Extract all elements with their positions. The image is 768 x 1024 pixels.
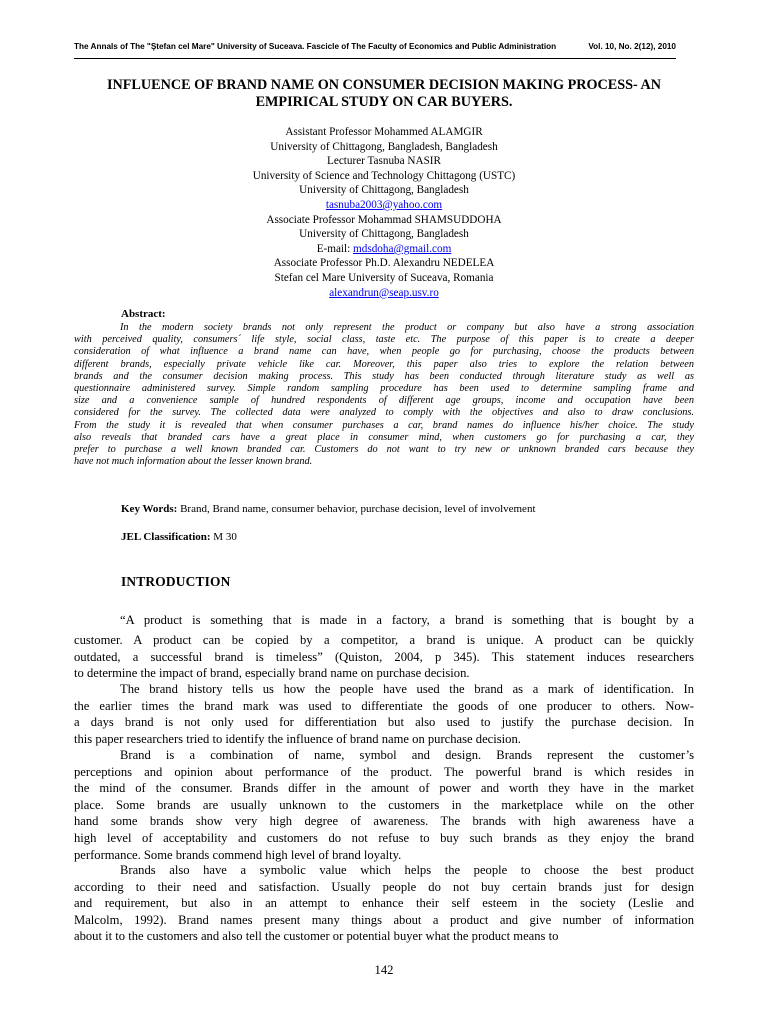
abstract-text [74,322,694,468]
page-number: 142 [374,963,394,977]
paragraph-line: hand some brands show very high degree of awareness. The brands with high awareness have a [74,814,694,829]
paragraph-line: a days brand is not only used for differentiation but also used to justify the purchase decision. In [74,715,694,730]
abstract-line: size and a convenience sample of hundred respondents of different age groups, income and occupation have been [74,395,694,407]
paragraph-line: and requirement, but also in an attempt to enhance their self esteem in the society (Leslie and [74,896,694,911]
jel-classification [121,531,691,543]
paragraph-line: perceptions and opinion about performance of the product. The powerful brand is which resides in [74,764,694,779]
abstract-line: questionnaire administered survey. Simple random sampling procedure has been used to determine sampling frame and [74,382,694,394]
author-3-email-line [74,242,694,257]
paragraph [74,862,694,945]
author-3-name: Associate Professor Mohammad SHAMSUDDOHA [266,213,502,226]
paragraph-line: the mind of the consumer. Brands differ in the amount of power and worth they have in the market [74,781,694,796]
email-label: E-mail: [316,242,354,255]
title-line: INFLUENCE OF BRAND NAME ON CONSUMER DECISION MAKING PROCESS- AN [106,77,661,93]
abstract-line: consideration of what influence a brand name can have, when people go for purchasing, choose the products between [74,346,694,358]
paragraph-line: about it to the customers and also tell the customer or potential buyer what the product means to [74,929,559,944]
paragraph-line: outdated, a successful brand is timeless” (Quiston, 2004, p 345). This statement induces researchers [74,649,694,664]
author-1-name: Assistant Professor Mohammed ALAMGIR [285,126,483,138]
paragraph-line: this paper researchers tried to identify the influence of brand name on purchase decision. [74,731,521,746]
paragraph [74,612,694,682]
paragraph [74,747,694,863]
keywords [121,503,691,515]
paragraph [74,681,694,747]
author-1-affiliation: University of Chittagong, Bangladesh, Bangladesh [270,140,498,153]
paragraph-line: Brands also have a symbolic value which helps the people to choose the best product [120,863,694,877]
abstract-line: different brands, especially private vehicle like car. Moreover, this paper also tries to explore the relation between [74,358,694,370]
abstract-line: In the modern society brands not only represent the product or company but also have a strong association [120,322,694,333]
paragraph-line: the earlier times the brand mark was used to differentiate the goods of one producer to others. Now- [74,698,694,713]
paragraph-line: high level of acceptability and customers do not refuse to buy such brands as they enjoy the brand [74,830,694,845]
author-3-email-link[interactable]: mdsdoha@gmail.com [353,242,452,255]
author-2-name: Lecturer Tasnuba NASIR [327,155,441,168]
author-4-affiliation: Stefan cel Mare University of Suceava, Romania [274,271,494,284]
abstract-line: considered for the survey. The collected data were analyzed to comply with the objectives and also to draw conclusions. [74,407,694,419]
paragraph-line: performance. Some brands commend high level of brand loyalty. [74,847,402,862]
abstract-line: have not much information about the lesser known brand. [74,456,313,468]
paragraph-line: customer. A product can be copied by a competitor, a brand is unique. A product can be quickly [74,633,694,647]
author-2-email-link[interactable]: tasnuba2003@yahoo.com [325,198,443,211]
journal-name: The Annals of The "Ştefan cel Mare" University of Suceava. Fascicle of The Faculty of Economics and Public Administration [74,42,557,51]
abstract-line: prefer to purchase a well known branded car. Customers do not want to try new or unknown branded cars because they [74,443,694,455]
abstract-line: From the study it is revealed that when consumer purchases a car, brand names do influence his/her choice. The study [74,419,694,431]
abstract-line: brands and the consumer decision making process. This study has been conducted through literature study as well as [74,370,694,382]
jel-label: JEL Classification: [121,531,211,543]
abstract-line: also reveals that branded cars have a great place in consumer mind, when customers go for purchasing a car, they [74,431,694,443]
header-divider [74,58,676,59]
running-header [74,42,676,54]
author-2-affiliation-2: University of Chittagong, Bangladesh [299,184,469,197]
keywords-value: Brand, Brand name, consumer behavior, purchase decision, level of involvement [177,503,536,515]
abstract-heading: Abstract: [121,308,166,320]
keywords-label: Key Words: [121,503,178,515]
author-4-name: Associate Professor Ph.D. Alexandru NEDELEA [273,257,495,270]
paragraph-line: The brand history tells us how the people have used the brand as a mark of identification. In [120,682,694,696]
author-4-email-link[interactable]: alexandrun@seap.usv.ro [329,286,439,299]
title-line: EMPIRICAL STUDY ON CAR BUYERS. [255,94,513,110]
paragraph-line: place. Some brands are usually unknown to the customers in the marketplace while on the other [74,797,694,812]
paragraph-line: Brand is a combination of name, symbol and design. Brands represent the customer’s [120,748,694,762]
paragraph-line: “A product is something that is made in a factory, a brand is something that is bought by a [120,613,694,627]
author-block [74,125,694,300]
section-heading-introduction: INTRODUCTION [121,574,231,589]
paper-title [74,77,694,111]
author-3-affiliation: University of Chittagong, Bangladesh [299,228,469,241]
volume-info: Vol. 10, No. 2(12), 2010 [588,42,676,51]
paragraph-line: Malcolm, 1992). Brand names present many things about a product and give number of information [74,912,694,927]
author-2-affiliation: University of Science and Technology Chittagong (USTC) [252,169,516,182]
paragraph-line: according to their need and satisfaction. Usually people do not buy certain brands just for design [74,879,694,894]
paragraph-line: to determine the impact of brand, especially brand name on purchase decision. [74,666,470,681]
jel-value: M 30 [210,531,237,543]
abstract-line: with perceived quality, consumers´ life style, social class, taste etc. The purpose of this paper is to create a deeper [74,334,694,346]
